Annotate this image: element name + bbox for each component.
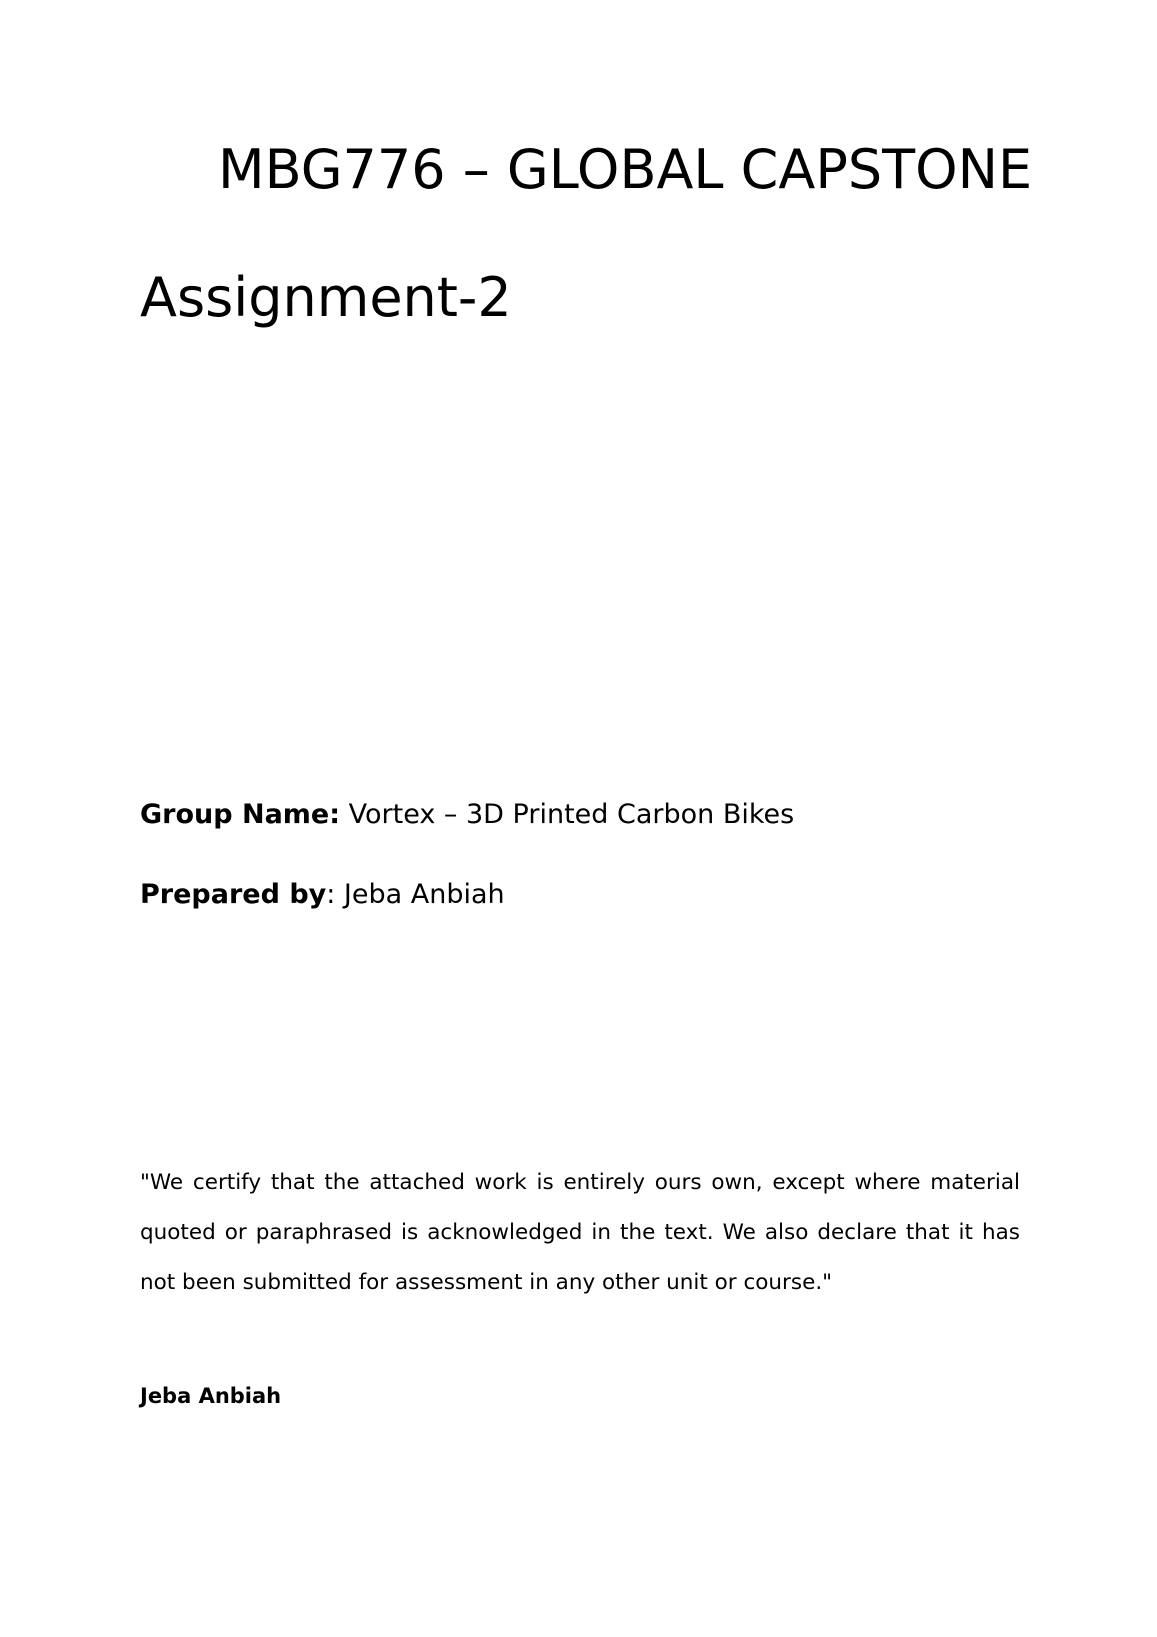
prepared-by-value: : Jeba Anbiah <box>326 879 505 910</box>
course-title: MBG776 – GLOBAL CAPSTONE <box>218 138 1033 201</box>
group-name-value: Vortex – 3D Printed Carbon Bikes <box>340 799 795 830</box>
prepared-by-label: Prepared by <box>140 879 327 910</box>
group-name-label: Group Name: <box>140 799 341 830</box>
assignment-title: Assignment-2 <box>140 266 512 329</box>
prepared-by-line <box>140 878 505 912</box>
signature-name: Jeba Anbiah <box>140 1384 282 1408</box>
group-name-line <box>140 798 794 832</box>
declaration-text: "We certify that the attached work is entirely ours own, except where material quoted or paraphrased is acknowledged in the text. We also declare that it has not been submitted for assessment in any other unit or course." <box>140 1170 1020 1295</box>
